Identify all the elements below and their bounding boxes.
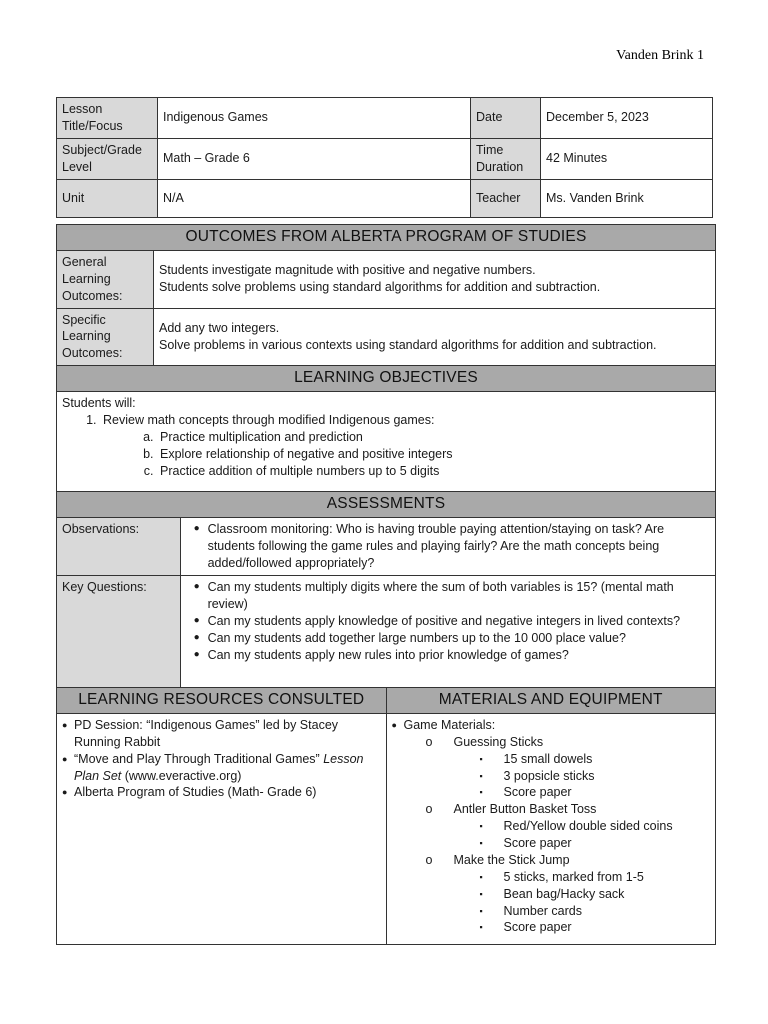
game-items: [454, 751, 711, 802]
list-item: ▪ Score paper: [504, 919, 711, 936]
objectives-body: [57, 392, 716, 492]
teacher-label: Teacher: [471, 179, 541, 217]
assessments-heading: ASSESSMENTS: [57, 492, 716, 518]
list-item: [74, 751, 381, 785]
resource-text: “Move and Play Through Traditional Games”: [74, 751, 324, 766]
games-list: [392, 734, 711, 937]
materials-heading: MATERIALS AND EQUIPMENT: [386, 688, 716, 714]
key-questions-list: [186, 579, 710, 663]
observations-label: Observations:: [57, 518, 181, 576]
list-item: [454, 734, 711, 802]
resources-body: [57, 713, 387, 944]
list-item: ● PD Session: “Indigenous Games” led by Stacey Running Rabbit: [74, 717, 381, 751]
list-item: [404, 717, 711, 936]
resource-italic-text: Lesson Plan Set: [74, 751, 364, 783]
specific-outcome-line: Add any two integers.: [159, 320, 280, 335]
page-header-label: Vanden Brink 1: [616, 48, 704, 63]
list-item: ● Classroom monitoring: Who is having trouble paying attention/staying on task? Are students following the game rules and playing fairly? Are the math concepts being added/followed appropriately?: [208, 521, 710, 572]
list-item: ▪ 3 popsicle sticks: [504, 768, 711, 785]
general-outcomes-label: General Learning Outcomes:: [57, 250, 154, 308]
subject-label: Subject/Grade Level: [57, 138, 158, 179]
resources-heading: LEARNING RESOURCES CONSULTED: [57, 688, 387, 714]
objective-main: Review math concepts through modified Indigenous games:: [103, 412, 435, 427]
time-value: 42 Minutes: [541, 138, 713, 179]
general-outcomes-value: [154, 250, 716, 308]
unit-label: Unit: [57, 179, 158, 217]
list-item: b. Explore relationship of negative and positive integers: [157, 446, 710, 463]
key-questions-value: [180, 576, 715, 701]
general-outcome-line: Students investigate magnitude with positive and negative numbers.: [159, 263, 536, 278]
general-outcome-line: Students solve problems using standard algorithms for addition and subtraction.: [159, 280, 601, 295]
unit-value: N/A: [158, 179, 471, 217]
objectives-sublist: [103, 429, 710, 480]
list-item: ▪ 15 small dowels: [504, 751, 711, 768]
specific-outcomes-value: [154, 308, 716, 366]
objectives-heading: LEARNING OBJECTIVES: [57, 366, 716, 392]
lesson-info-table: [56, 97, 713, 218]
game-name: Guessing Sticks: [453, 734, 544, 749]
list-item: [454, 852, 711, 936]
resource-text: (www.everactive.org): [121, 768, 242, 783]
list-item: ▪ Score paper: [504, 835, 711, 852]
list-item: [100, 412, 710, 480]
list-item: ▪ Red/Yellow double sided coins: [504, 818, 711, 835]
objectives-intro: Students will:: [62, 396, 136, 411]
objectives-list: [62, 412, 710, 480]
time-label: Time Duration: [471, 138, 541, 179]
materials-list: [392, 717, 711, 936]
list-item: ● Can my students apply new rules into prior knowledge of games?: [208, 647, 710, 664]
observations-list: [186, 521, 710, 572]
list-item: ▪ 5 sticks, marked from 1-5: [504, 869, 711, 886]
date-label: Date: [471, 98, 541, 139]
date-value: December 5, 2023: [541, 98, 713, 139]
list-item: ● Can my students multiply digits where the sum of both variables is 15? (mental math review): [208, 579, 710, 613]
list-item: ▪ Bean bag/Hacky sack: [504, 886, 711, 903]
materials-top-label: Game Materials:: [403, 717, 496, 732]
subject-value: Math – Grade 6: [158, 138, 471, 179]
outcomes-table: [56, 224, 716, 701]
list-item: ● Can my students add together large numbers up to the 10 000 place value?: [208, 630, 710, 647]
key-questions-label: Key Questions:: [57, 576, 181, 701]
teacher-value: Ms. Vanden Brink: [541, 179, 713, 217]
resources-list: [62, 717, 381, 801]
list-item: c. Practice addition of multiple numbers up to 5 digits: [157, 463, 710, 480]
specific-outcome-line: Solve problems in various contexts using standard algorithms for addition and subtraction.: [159, 337, 657, 352]
lesson-title-value: Indigenous Games: [158, 98, 471, 139]
materials-body: [386, 713, 716, 944]
game-items: [454, 869, 711, 937]
list-item: a. Practice multiplication and prediction: [157, 429, 710, 446]
specific-outcomes-label: Specific Learning Outcomes:: [57, 308, 154, 366]
game-name: Make the Stick Jump: [453, 852, 570, 867]
outcomes-heading: OUTCOMES FROM ALBERTA PROGRAM OF STUDIES: [57, 225, 716, 251]
list-item: ● Alberta Program of Studies (Math- Grade 6): [74, 784, 381, 801]
lesson-title-label: Lesson Title/Focus: [57, 98, 158, 139]
game-name: Antler Button Basket Toss: [453, 802, 597, 817]
list-item: ▪ Number cards: [504, 903, 711, 920]
list-item: [454, 801, 711, 852]
game-items: [454, 818, 711, 852]
observations-value: [180, 518, 715, 576]
resources-materials-table: [56, 687, 716, 945]
list-item: ▪ Score paper: [504, 784, 711, 801]
list-item: ● Can my students apply knowledge of positive and negative integers in lived contexts?: [208, 613, 710, 630]
